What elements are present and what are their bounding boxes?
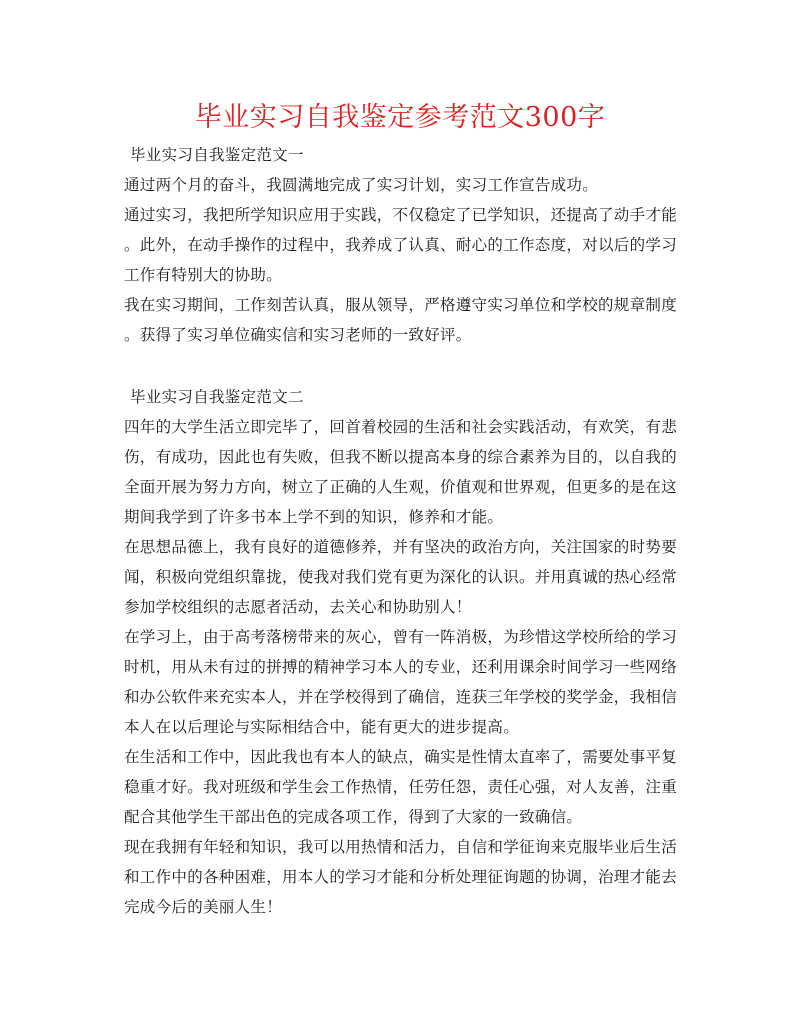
paragraph-line: 现在我拥有年轻和知识，我可以用热情和活力，自信和学征询来克服毕业后生活 bbox=[124, 838, 678, 856]
paragraph-line: 。此外，在动手操作的过程中，我养成了认真、耐心的工作态度，对以后的学习 bbox=[124, 236, 678, 254]
paragraph-line: 通过两个月的奋斗，我圆满地完成了实习计划，实习工作宣告成功。 bbox=[124, 176, 599, 194]
paragraph-line: 闻，积极向党组织靠拢，使我对我们党有更为深化的认识。并用真诚的热心经常 bbox=[124, 568, 678, 586]
paragraph-line: 全面开展为努力方向，树立了正确的人生观，价值观和世界观，但更多的是在这 bbox=[124, 478, 678, 496]
paragraph-line: 在生活和工作中，因此我也有本人的缺点，确实是性情太直率了，需要处事平复 bbox=[124, 748, 678, 766]
paragraph-line: 工作有特别大的协助。 bbox=[124, 266, 283, 284]
paragraph-line: 。获得了实习单位确实信和实习老师的一致好评。 bbox=[124, 326, 472, 344]
paragraph bbox=[124, 532, 684, 622]
section-heading: 毕业实习自我鉴定范文一 bbox=[130, 146, 304, 164]
paragraph-line: 四年的大学生活立即完毕了，回首着校园的生活和社会实践活动，有欢笑，有悲 bbox=[124, 418, 678, 436]
paragraph bbox=[124, 412, 684, 532]
paragraph-line: 本人在以后理论与实际相结合中，能有更大的进步提高。 bbox=[124, 718, 520, 736]
page-title: 毕业实习自我鉴定参考范文300字 bbox=[194, 102, 606, 133]
paragraph-line: 我在实习期间，工作刻苦认真，服从领导，严格遵守实习单位和学校的规章制度 bbox=[124, 296, 678, 314]
paragraph bbox=[124, 290, 684, 350]
paragraph-line: 伤，有成功，因此也有失败，但我不断以提高本身的综合素养为目的，以自我的 bbox=[124, 448, 678, 466]
section-1 bbox=[124, 140, 684, 350]
paragraph-line: 和工作中的各种困难，用本人的学习才能和分析处理征询题的协调，治理才能去 bbox=[124, 868, 678, 886]
paragraph-line: 在思想品德上，我有良好的道德修养，并有坚决的政治方向，关注国家的时势要 bbox=[124, 538, 678, 556]
paragraph-line: 期间我学到了许多书本上学不到的知识，修养和才能。 bbox=[124, 508, 504, 526]
paragraph-line: 参加学校组织的志愿者活动，去关心和协助别人！ bbox=[124, 598, 472, 616]
paragraph-line: 配合其他学生干部出色的完成各项工作，得到了大家的一致确信。 bbox=[124, 808, 583, 826]
paragraph-line: 完成今后的美丽人生！ bbox=[124, 898, 283, 916]
paragraph-line: 时机，用从未有过的拼搏的精神学习本人的专业，还利用课余时间学习一些网络 bbox=[124, 658, 678, 676]
paragraph bbox=[124, 200, 684, 290]
paragraph bbox=[124, 170, 684, 200]
paragraph-line: 稳重才好。我对班级和学生会工作热情，任劳任怨，责任心强，对人友善，注重 bbox=[124, 778, 678, 796]
paragraph-line: 通过实习，我把所学知识应用于实践，不仅稳定了已学知识，还提高了动手才能 bbox=[124, 206, 678, 224]
section-heading: 毕业实习自我鉴定范文二 bbox=[130, 388, 304, 406]
paragraph bbox=[124, 622, 684, 742]
section-2 bbox=[124, 382, 684, 922]
paragraph bbox=[124, 832, 684, 922]
paragraph bbox=[124, 742, 684, 832]
paragraph-line: 和办公软件来充实本人，并在学校得到了确信，连获三年学校的奖学金，我相信 bbox=[124, 688, 678, 706]
paragraph-line: 在学习上，由于高考落榜带来的灰心，曾有一阵消极，为珍惜这学校所给的学习 bbox=[124, 628, 678, 646]
